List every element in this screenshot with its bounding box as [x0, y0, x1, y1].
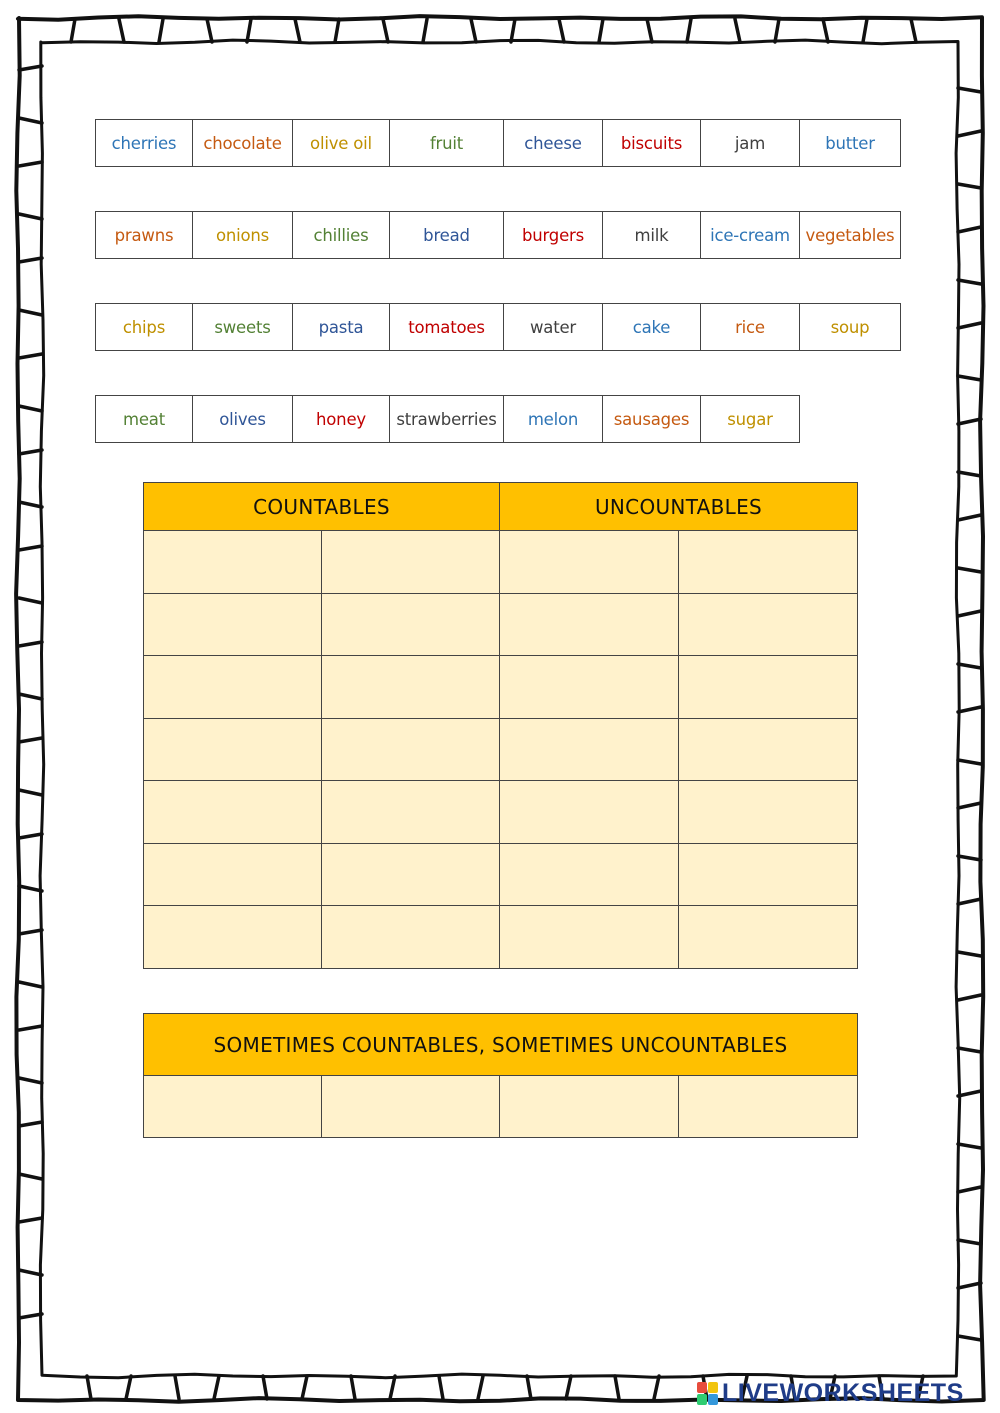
answer-drop-cell[interactable]	[322, 531, 500, 594]
word-bank-row-3	[95, 303, 901, 351]
answer-drop-cell[interactable]	[144, 781, 322, 844]
answer-drop-cell[interactable]	[144, 1076, 322, 1138]
answer-drop-cell[interactable]	[679, 906, 858, 969]
word-tile[interactable]: olive oil	[292, 119, 390, 167]
answer-drop-cell[interactable]	[500, 1076, 679, 1138]
answer-drop-cell[interactable]	[679, 781, 858, 844]
answer-drop-cell[interactable]	[500, 906, 679, 969]
word-tile[interactable]: chocolate	[192, 119, 293, 167]
answer-drop-cell[interactable]	[500, 531, 679, 594]
word-tile[interactable]: biscuits	[602, 119, 701, 167]
word-bank-row-2	[95, 211, 901, 259]
word-tile[interactable]: milk	[602, 211, 701, 259]
word-tile[interactable]: sweets	[192, 303, 293, 351]
answer-drop-cell[interactable]	[322, 1076, 500, 1138]
word-tile[interactable]: onions	[192, 211, 293, 259]
word-tile[interactable]: vegetables	[799, 211, 901, 259]
brand-text: LIVEWORKSHEETS	[722, 1379, 964, 1407]
answer-drop-cell[interactable]	[144, 843, 322, 906]
word-bank-row-1	[95, 119, 901, 167]
liveworksheets-brand	[697, 1379, 964, 1408]
answer-drop-cell[interactable]	[500, 718, 679, 781]
word-tile[interactable]: honey	[292, 395, 390, 443]
table-row	[144, 843, 858, 906]
word-tile[interactable]: sugar	[700, 395, 800, 443]
answer-drop-cell[interactable]	[500, 593, 679, 656]
sometimes-countable-table	[143, 1013, 858, 1138]
answer-drop-cell[interactable]	[322, 781, 500, 844]
answer-drop-cell[interactable]	[322, 843, 500, 906]
word-tile[interactable]: sausages	[602, 395, 701, 443]
answer-drop-cell[interactable]	[322, 656, 500, 719]
word-tile[interactable]: water	[503, 303, 603, 351]
table-row	[144, 656, 858, 719]
answer-drop-cell[interactable]	[144, 656, 322, 719]
answer-drop-cell[interactable]	[679, 656, 858, 719]
word-tile[interactable]: tomatoes	[389, 303, 504, 351]
word-tile[interactable]: ice-cream	[700, 211, 800, 259]
word-tile[interactable]: strawberries	[389, 395, 504, 443]
word-tile[interactable]: burgers	[503, 211, 603, 259]
word-tile[interactable]: cherries	[95, 119, 193, 167]
uncountables-header: UNCOUNTABLES	[500, 483, 858, 531]
table-row	[144, 906, 858, 969]
liveworksheets-logo-icon	[697, 1382, 719, 1406]
sometimes-countable-header: SOMETIMES COUNTABLES, SOMETIMES UNCOUNTABLES	[144, 1014, 858, 1076]
word-tile[interactable]: bread	[389, 211, 504, 259]
countables-uncountables-table	[143, 482, 858, 969]
answer-drop-cell[interactable]	[500, 656, 679, 719]
word-tile[interactable]: chips	[95, 303, 193, 351]
answer-drop-cell[interactable]	[679, 843, 858, 906]
table-row	[144, 593, 858, 656]
answer-drop-cell[interactable]	[679, 593, 858, 656]
word-tile[interactable]: olives	[192, 395, 293, 443]
word-tile[interactable]: pasta	[292, 303, 390, 351]
word-tile[interactable]: prawns	[95, 211, 193, 259]
table-row	[144, 781, 858, 844]
answer-drop-cell[interactable]	[322, 718, 500, 781]
answer-drop-cell[interactable]	[500, 781, 679, 844]
answer-drop-cell[interactable]	[144, 906, 322, 969]
answer-drop-cell[interactable]	[679, 531, 858, 594]
answer-drop-cell[interactable]	[679, 1076, 858, 1138]
word-tile[interactable]: jam	[700, 119, 800, 167]
word-tile[interactable]: rice	[700, 303, 800, 351]
answer-drop-cell[interactable]	[322, 593, 500, 656]
answer-drop-cell[interactable]	[144, 531, 322, 594]
word-tile[interactable]: chillies	[292, 211, 390, 259]
word-tile[interactable]: fruit	[389, 119, 504, 167]
table-row	[144, 531, 858, 594]
answer-drop-cell[interactable]	[322, 906, 500, 969]
word-tile[interactable]: soup	[799, 303, 901, 351]
word-bank-row-4	[95, 395, 800, 443]
word-tile[interactable]: meat	[95, 395, 193, 443]
word-tile[interactable]: melon	[503, 395, 603, 443]
answer-drop-cell[interactable]	[144, 718, 322, 781]
word-tile[interactable]: cake	[602, 303, 701, 351]
countables-header: COUNTABLES	[144, 483, 500, 531]
answer-drop-cell[interactable]	[500, 843, 679, 906]
answer-drop-cell[interactable]	[144, 593, 322, 656]
word-tile[interactable]: butter	[799, 119, 901, 167]
word-tile[interactable]: cheese	[503, 119, 603, 167]
answer-drop-cell[interactable]	[679, 718, 858, 781]
table-row	[144, 718, 858, 781]
